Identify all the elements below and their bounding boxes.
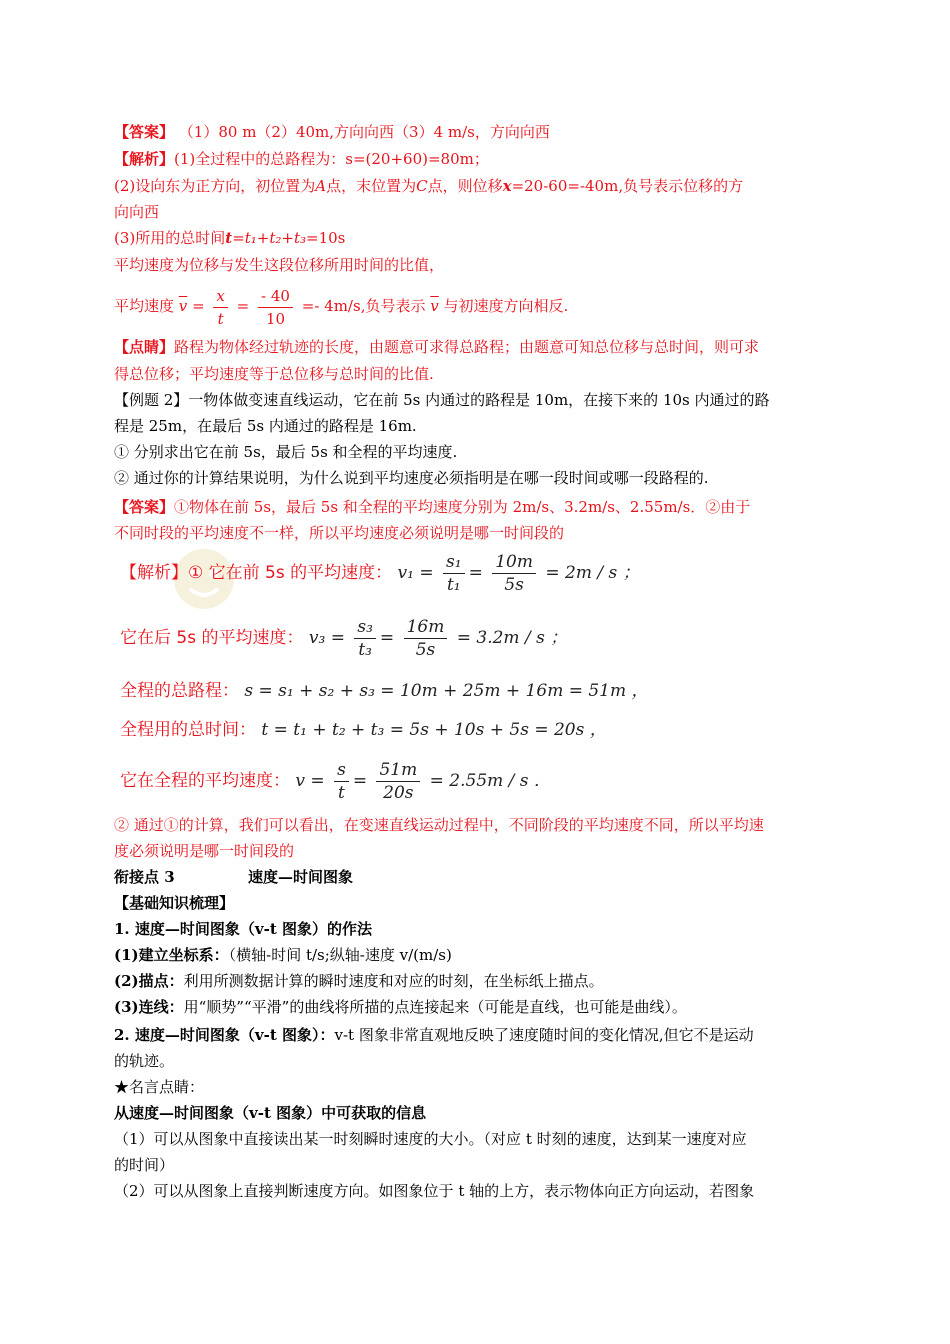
section-3-p1	[114, 942, 840, 968]
row-label: 全程的总路程：	[120, 681, 239, 701]
analysis-2-row-1: 【解析】① 它在前 5s 的平均速度： v₁ = $\frac{\text{s₁}}{\text{t₁}}$ = $\frac{10m}{5s}$ = 2m / s ；	[120, 551, 640, 595]
info-item-2-line-1: （2）可以从图象上直接判断速度方向。如图象位于 t 轴的上方，表示物体向正方向运动，若图象	[114, 1182, 755, 1200]
fraction-values	[404, 616, 448, 661]
numerator: - 40	[258, 285, 293, 308]
fraction-values	[258, 285, 293, 330]
fraction-s-t	[334, 759, 349, 804]
section-3-heading	[114, 864, 840, 890]
analysis-text: =	[232, 229, 245, 247]
step-text: （横轴-时间 t/s;纵轴-速度 v/(m/s)	[228, 946, 452, 964]
fraction-s1-t1	[443, 551, 465, 596]
avg-velocity-symbol: $\overline{v}$	[178, 297, 188, 315]
numerator: s	[334, 759, 349, 782]
fraction-s3-t3	[354, 616, 376, 661]
lhs: v =	[295, 771, 325, 791]
example-2-line-4: ② 通过你的计算结果说明，为什么说到平均速度必须指明是在哪一段时间或哪一段路程的.	[114, 469, 709, 487]
section-title: 速度—时间图象	[248, 868, 354, 886]
denominator: 20s	[383, 782, 414, 803]
equals: =	[236, 297, 250, 315]
row-label: 它在全程的平均速度：	[120, 771, 290, 791]
step-label: (2)描点：	[114, 972, 184, 990]
denominator: t₁	[446, 574, 461, 595]
lhs: v₁ =	[397, 563, 434, 583]
numerator: x	[213, 285, 227, 308]
analysis-2-row-4	[120, 716, 846, 744]
example-2-line-1: 【例题 2】一物体做变速直线运动，它在前 5s 内通过的路程是 10m，在接下来的 10s 内通过的路	[114, 391, 770, 409]
comment-1-line-1	[114, 334, 840, 360]
analysis-2-row-2: 它在后 5s 的平均速度： v₃ = $\frac{\text{s₃}}{\text{t₃}}$ = $\frac{16m}{5s}$ = 3.2m / s ；	[120, 616, 568, 660]
answer-text: ①物体在前 5s，最后 5s 和全程的平均速度分别为 2m/s、3.2m/s、2.55m/s．②由于	[174, 498, 751, 516]
analysis-1-line-2	[114, 173, 840, 199]
analysis-text: ,负号表示	[360, 297, 426, 315]
fraction-x-over-t	[213, 285, 227, 330]
analysis-label: 【解析】	[114, 150, 175, 168]
analysis-text: (1)全过程中的总路程为：s=(20+60)=80m；	[174, 150, 489, 168]
analysis-1-line-5: 平均速度为位移与发生这段位移所用时间的比值，	[114, 256, 445, 274]
row-label: 它在后 5s 的平均速度：	[120, 628, 304, 648]
answer-2-line-1	[114, 494, 840, 520]
analysis-text: 点，则位移	[427, 177, 503, 195]
analysis-1-line-4	[114, 225, 840, 251]
avg-velocity-symbol: $\overline{v}$	[430, 297, 439, 315]
step-text: 用“顺势”“平滑”的曲线将所描的点连接起来（可能是直线，也可能是曲线）。	[183, 998, 687, 1016]
numerator: s₁	[443, 551, 465, 574]
denominator: t	[217, 309, 224, 328]
fraction-values	[492, 551, 536, 596]
time-symbol: t	[225, 229, 233, 247]
star-note: ★名言点睛：	[114, 1078, 205, 1096]
analysis-text: (2)设向东为正方向，初位置为	[114, 177, 316, 195]
denominator: 10	[265, 309, 286, 328]
analysis-text: 点，末位置为	[326, 177, 417, 195]
section-3-h1: 1. 速度—时间图象（v-t 图象）的作法	[114, 920, 372, 938]
equation: t = t₁ + t₂ + t₃ = 5s + 10s + 5s = 20s ，	[261, 720, 607, 740]
row-label: 全程用的总时间：	[120, 720, 256, 740]
section-3-p2	[114, 968, 840, 994]
result: = 3.2m / s ；	[456, 628, 568, 648]
comment-text: 路程为物体经过轨迹的长度，由题意可求得总路程；由题意可知总位移与总时间，则可求	[174, 338, 760, 356]
displacement-symbol: x	[502, 177, 512, 195]
numerator: s₃	[354, 616, 376, 639]
denominator: 5s	[415, 639, 436, 660]
section-3-h2	[114, 1022, 840, 1048]
denominator: t	[338, 782, 345, 803]
result: = 2.55m / s ．	[429, 771, 551, 791]
section-3-subheading: 【基础知识梳理】	[114, 894, 235, 912]
point-c: C	[416, 177, 428, 195]
item-label: 2. 速度—时间图象（v-t 图象）：	[114, 1026, 335, 1044]
analysis-2-row-3	[120, 677, 846, 705]
answer-1	[114, 119, 840, 145]
numerator: 51m	[376, 759, 420, 782]
step-label: (3)连线：	[114, 998, 184, 1016]
section-3-h2-line-2: 的轨迹。	[114, 1052, 175, 1070]
analysis-text: 与初速度方向相反.	[443, 297, 569, 315]
analysis-text: 平均速度	[114, 297, 175, 315]
step-label: (1)建立坐标系：	[114, 946, 229, 964]
answer-text: （1）80 m（2）40m,方向向西（3）4 m/s，方向向西	[178, 123, 550, 141]
example-2-line-2: 程是 25m，在最后 5s 内通过的路程是 16m.	[114, 417, 417, 435]
equation: s = s₁ + s₂ + s₃ = 10m + 25m + 16m = 51m ，	[244, 681, 649, 701]
comment-1-line-2: 得总位移；平均速度等于总位移与总时间的比值.	[114, 365, 434, 383]
analysis-2-tail-line-1: ② 通过①的计算，我们可以看出，在变速直线运动过程中，不同阶段的平均速度不同，所以平均速	[114, 816, 764, 834]
denominator: 5s	[504, 574, 524, 595]
answer-label: 【答案】	[114, 123, 175, 141]
lhs: v₃ =	[308, 628, 345, 648]
answer-label: 【答案】	[114, 498, 175, 516]
step-text: 利用所测数据计算的瞬时速度和对应的时刻，在坐标纸上描点。	[183, 972, 604, 990]
item-text: v-t 图象非常直观地反映了速度随时间的变化情况,但它不是运动	[334, 1026, 754, 1044]
analysis-1-line-3: 向向西	[114, 203, 160, 221]
comment-label: 【点睛】	[114, 338, 175, 356]
row-label: 【解析】① 它在前 5s 的平均速度：	[120, 563, 393, 583]
numerator: 16m	[404, 616, 448, 639]
equals: =	[192, 297, 205, 315]
analysis-text: =10s	[306, 229, 346, 247]
example-2-line-3: ① 分别求出它在前 5s，最后 5s 和全程的平均速度.	[114, 443, 458, 461]
point-a: A	[315, 177, 327, 195]
analysis-text: (3)所用的总时间	[114, 229, 226, 247]
analysis-1-line-1	[114, 146, 840, 172]
analysis-text: =20-60=-40m,负号表示位移的方	[511, 177, 744, 195]
denominator: t₃	[358, 639, 372, 660]
time-sum: t₁+t₂+t₃	[244, 229, 307, 247]
section-3-h3: 从速度—时间图象（v-t 图象）中可获取的信息	[114, 1104, 427, 1122]
info-item-1-line-2: 的时间）	[114, 1156, 175, 1174]
info-item-1-line-1: （1）可以从图象中直接读出某一时刻瞬时速度的大小。（对应 t 时刻的速度，达到某一速度对应	[114, 1130, 747, 1148]
section-3-p3	[114, 994, 840, 1020]
section-number: 衔接点 3	[114, 868, 175, 886]
answer-2-line-2: 不同时段的平均速度不一样，所以平均速度必须说明是哪一时间段的	[114, 524, 565, 542]
numerator: 10m	[492, 551, 536, 574]
result: = 2m / s ；	[545, 563, 640, 583]
analysis-1-formula	[114, 281, 840, 331]
analysis-2-tail-line-2: 度必须说明是哪一时间段的	[114, 842, 295, 860]
result: =- 4m/s	[301, 297, 361, 315]
analysis-2-row-5: 它在全程的平均速度： v = $\frac{s}{t}$ = $\frac{51m}{20s}$ = 2.55m / s ．	[120, 759, 551, 803]
fraction-values	[376, 759, 420, 804]
